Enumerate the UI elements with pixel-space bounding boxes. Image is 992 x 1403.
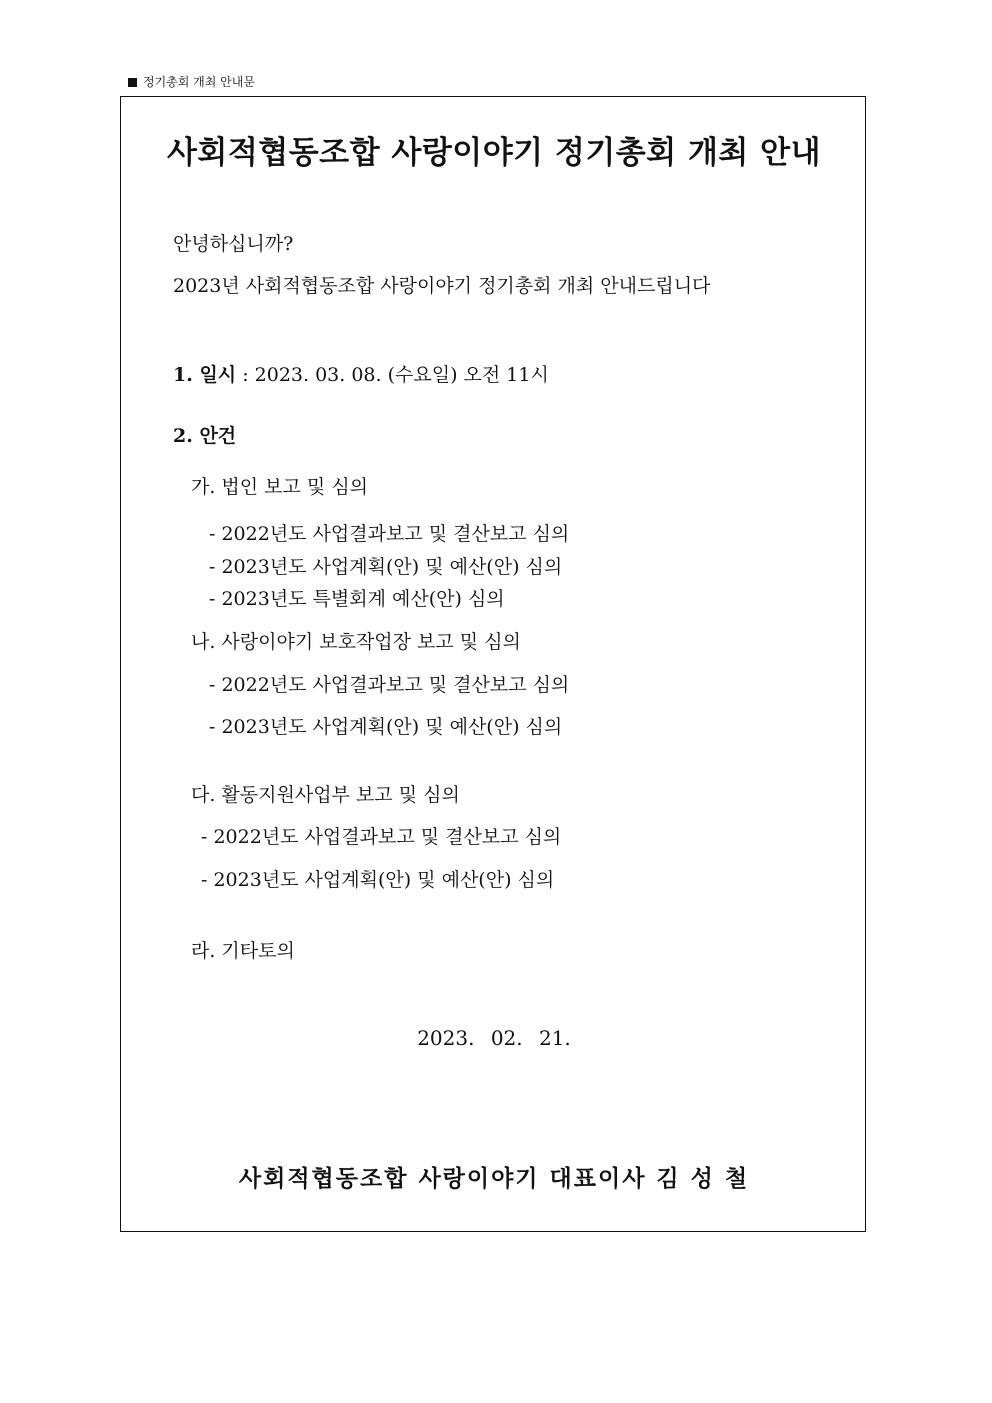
agenda-item: - 2022년도 사업결과보고 및 결산보고 심의 — [201, 826, 562, 848]
agenda-section-heading: 다. 활동지원사업부 보고 및 심의 — [191, 784, 460, 806]
agenda-item: - 2023년도 사업계획(안) 및 예산(안) 심의 — [209, 556, 563, 578]
agenda-section-heading: 가. 법인 보고 및 심의 — [191, 476, 369, 498]
notice-date: 2023. 02. 21. — [417, 1026, 571, 1050]
agenda-item: - 2023년도 사업계획(안) 및 예산(안) 심의 — [201, 869, 555, 891]
agenda-item: - 2022년도 사업결과보고 및 결산보고 심의 — [209, 523, 570, 545]
agenda-item: - 2023년도 사업계획(안) 및 예산(안) 심의 — [209, 716, 563, 738]
agenda-label: 2. 안건 — [173, 425, 237, 447]
greeting-text: 안녕하십니까? — [173, 233, 294, 255]
intro-text: 2023년 사회적협동조합 사랑이야기 정기총회 개최 안내드립니다 — [173, 275, 711, 297]
header-label-text: 정기총회 개최 안내문 — [143, 75, 255, 89]
signature: 사회적협동조합 사랑이야기 대표이사 김 성 철 — [238, 1165, 750, 1192]
notice-frame — [120, 96, 866, 1232]
agenda-item: - 2023년도 특별회계 예산(안) 심의 — [209, 588, 505, 610]
schedule-value: : 2023. 03. 08. (수요일) 오전 11시 — [236, 364, 549, 386]
document-header-label — [128, 74, 255, 90]
schedule-label: 1. 일시 — [173, 364, 237, 386]
agenda-item: - 2022년도 사업결과보고 및 결산보고 심의 — [209, 674, 570, 696]
schedule-line — [173, 363, 549, 387]
agenda-section-heading: 라. 기타토의 — [191, 940, 295, 962]
page-title: 사회적협동조합 사랑이야기 정기총회 개최 안내 — [166, 135, 822, 171]
agenda-section-heading: 나. 사랑이야기 보호작업장 보고 및 심의 — [191, 631, 521, 653]
black-square-icon — [128, 78, 137, 87]
